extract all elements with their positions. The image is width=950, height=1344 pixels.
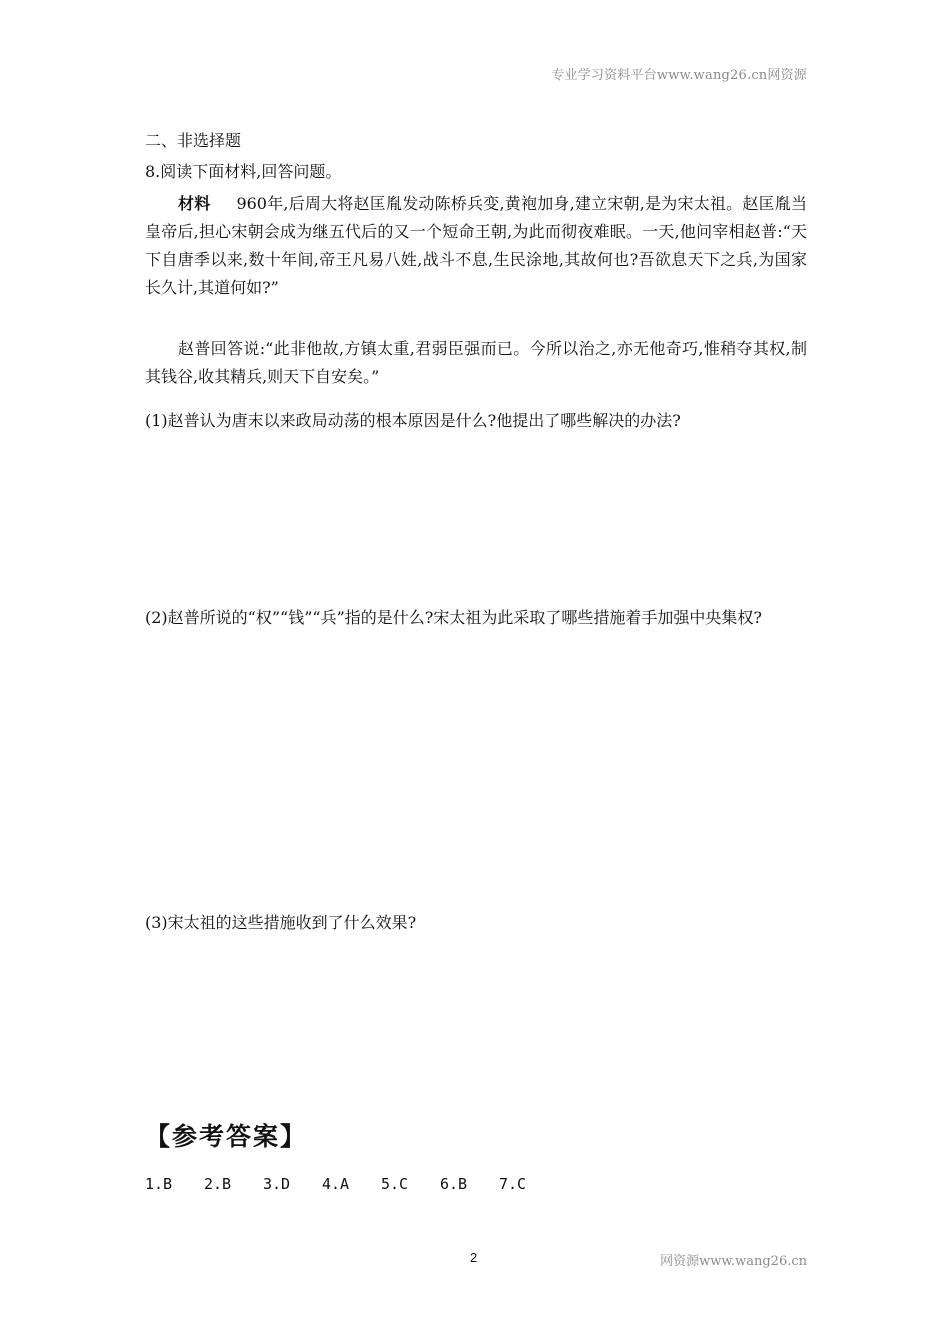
answer-item: 1.B bbox=[145, 1175, 173, 1193]
material-text-1: 960年,后周大将赵匡胤发动陈桥兵变,黄袍加身,建立宋朝,是为宋太祖。赵匡胤当皇帝后,担心宋朝会成为继五代后的又一个短命王朝,为此而彻夜难眠。一天,他问宰相赵普:“天下自唐季以来,数十年间,帝王凡易八姓,战斗不息,生民涂地,其故何也?吾欲息天下之兵,为国家长久计,其道何如?” bbox=[145, 194, 807, 297]
page-number: 2 bbox=[470, 1250, 478, 1265]
material-label: 材料 bbox=[178, 194, 211, 213]
page-footer: 网资源www.wang26.cn bbox=[660, 1254, 807, 1269]
answer-key-title: 【参考答案】 bbox=[145, 1122, 308, 1151]
question-8-stem: 8.阅读下面材料,回答问题。 bbox=[145, 162, 342, 181]
answer-item: 6.B bbox=[440, 1175, 468, 1193]
answer-item: 2.B bbox=[204, 1175, 232, 1193]
material-text-2: 赵普回答说:“此非他故,方镇太重,君弱臣强而已。今所以治之,亦无他奇巧,惟稍夺其权,制其钱谷,收其精兵,则天下自安矣。” bbox=[145, 339, 807, 386]
page-header: 专业学习资料平台www.wang26.cn网资源 bbox=[551, 68, 807, 83]
material-paragraph-1 bbox=[145, 190, 807, 302]
answer-item: 4.A bbox=[322, 1175, 350, 1193]
material-paragraph-2 bbox=[145, 335, 807, 391]
answer-item: 7.C bbox=[499, 1175, 527, 1193]
section-title: 二、非选择题 bbox=[145, 131, 242, 150]
sub-question-2: (2)赵普所说的“权”“钱”“兵”指的是什么?宋太祖为此采取了哪些措施着手加强中央集权? bbox=[145, 608, 762, 627]
sub-question-3: (3)宋太祖的这些措施收到了什么效果? bbox=[145, 913, 417, 932]
answer-item: 3.D bbox=[263, 1175, 291, 1193]
answer-item: 5.C bbox=[381, 1175, 409, 1193]
answer-list bbox=[145, 1175, 558, 1193]
sub-question-1: (1)赵普认为唐末以来政局动荡的根本原因是什么?他提出了哪些解决的办法? bbox=[145, 411, 681, 430]
